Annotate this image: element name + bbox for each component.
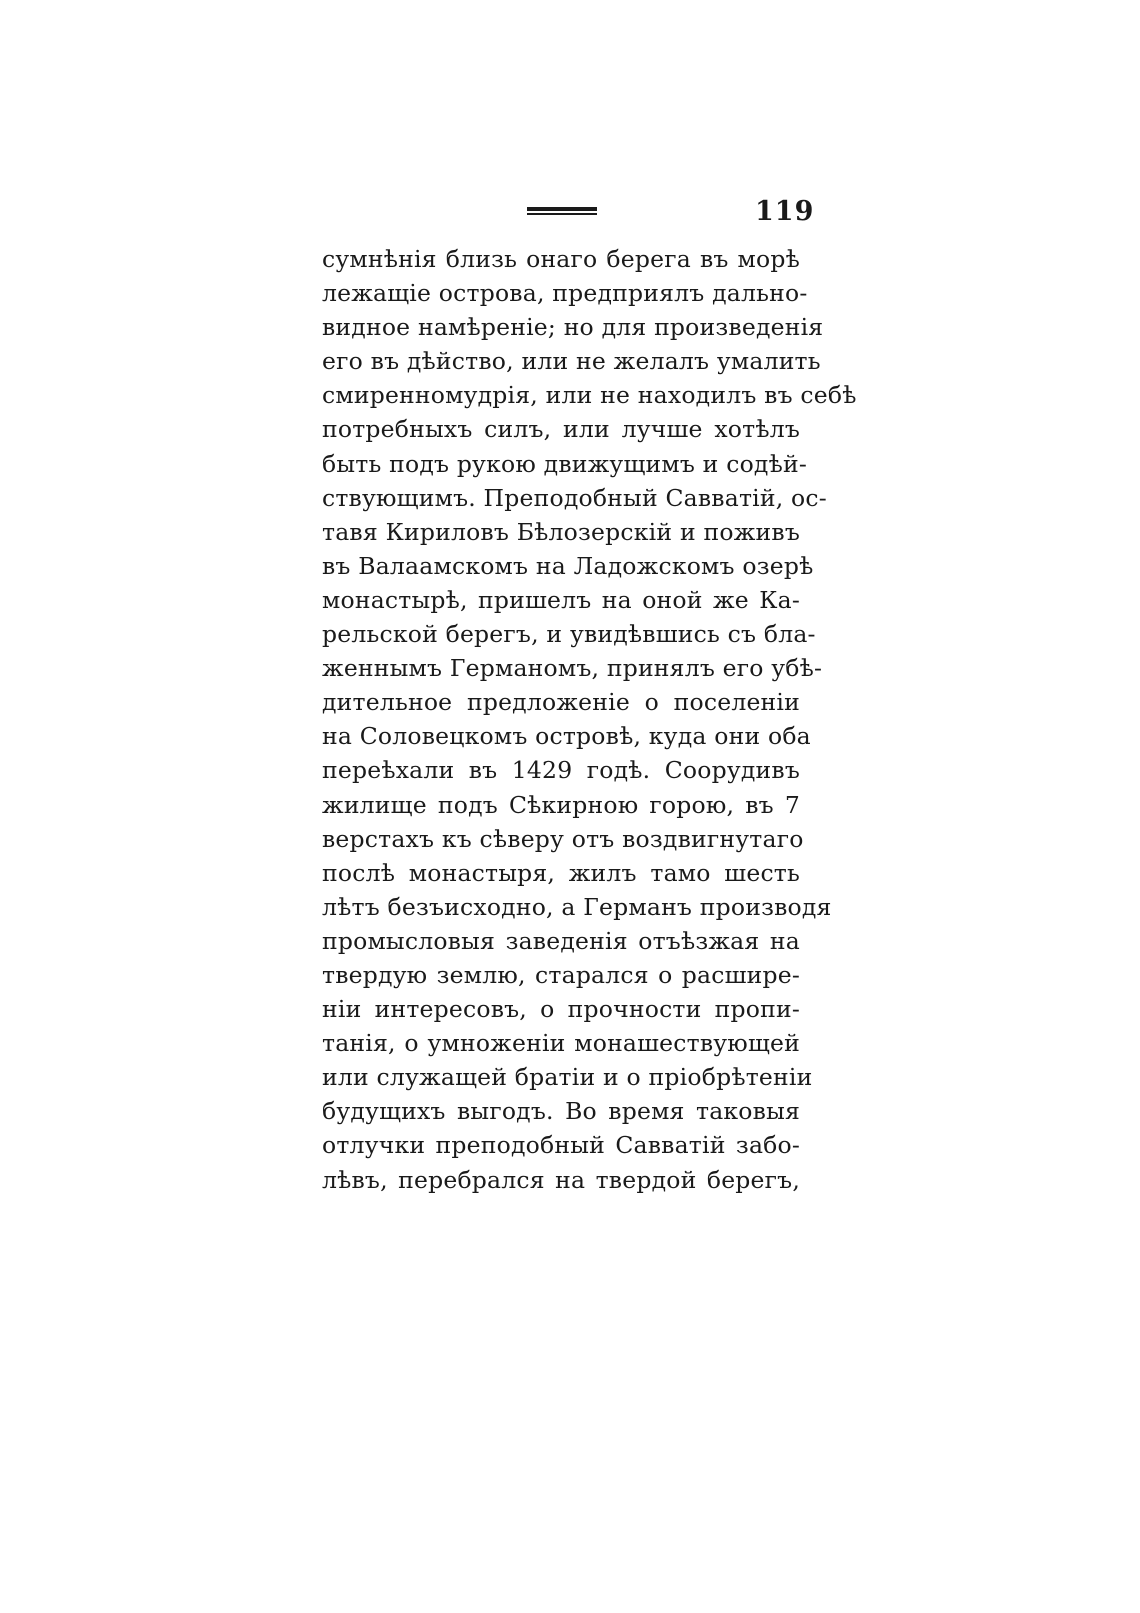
text-line: сумнѣнія близь онаго берега въ морѣ [322,245,800,273]
text-line: отлучки преподобный Савватій забо- [322,1131,800,1160]
text-line: или служащей братіи и о пріобрѣтеніи [322,1063,813,1092]
text-line: быть подъ рукою движущимъ и содѣй- [322,449,807,478]
text-line: въ Валаамскомъ на Ладожскомъ озерѣ [322,551,814,580]
text-line: послѣ монастыря, жилъ тамо шесть [322,858,800,887]
text-line: потребныхъ силъ, или лучше хотѣлъ [322,415,800,444]
header-rule-thin [527,213,597,215]
text-line: ствующимъ. Преподобный Савватій, ос- [322,483,827,512]
text-line: ніи интересовъ, о прочности пропи- [322,995,800,1024]
text-line: промысловыя заведенія отъѣзжая на [322,926,800,955]
header-rule-thick [527,207,597,211]
text-line: видное намѣреніе; но для произведенія [322,313,824,342]
text-line: лѣтъ безъисходно, а Германъ производя [322,892,832,921]
page-number: 119 [755,196,815,227]
text-line: смиренномудрія, или не находилъ въ себѣ [322,381,857,410]
text-line: жилище подъ Сѣкирною горою, въ 7 [322,790,800,819]
text-line: верстахъ къ сѣверу отъ воздвигнутаго [322,824,804,853]
text-line: тавя Кириловъ Бѣлозерскій и поживъ [322,517,800,546]
text-line: его въ дѣйство, или не желалъ умалить [322,347,821,376]
text-line: монастырѣ, пришелъ на оной же Ка- [322,585,800,614]
text-line: женнымъ Германомъ, принялъ его убѣ- [322,654,823,683]
text-line: лежащіе острова, предприялъ дально- [322,279,808,308]
header-ornament-rule [527,205,597,217]
text-line: лѣвъ, перебрался на твердой берегъ, [322,1165,800,1194]
body-text [322,242,857,1197]
text-line: танія, о умноженіи монашествующей [322,1029,800,1058]
text-line: дительное предложеніе о поселеніи [322,688,800,717]
text-line: на Соловецкомъ островѣ, куда они оба [322,722,811,751]
text-line: рельской берегъ, и увидѣвшись съ бла- [322,620,816,649]
text-line: твердую землю, старался о расшире- [322,960,800,989]
text-line: переѣхали въ 1429 годѣ. Соорудивъ [322,756,800,785]
text-line: будущихъ выгодъ. Во время таковыя [322,1097,800,1126]
